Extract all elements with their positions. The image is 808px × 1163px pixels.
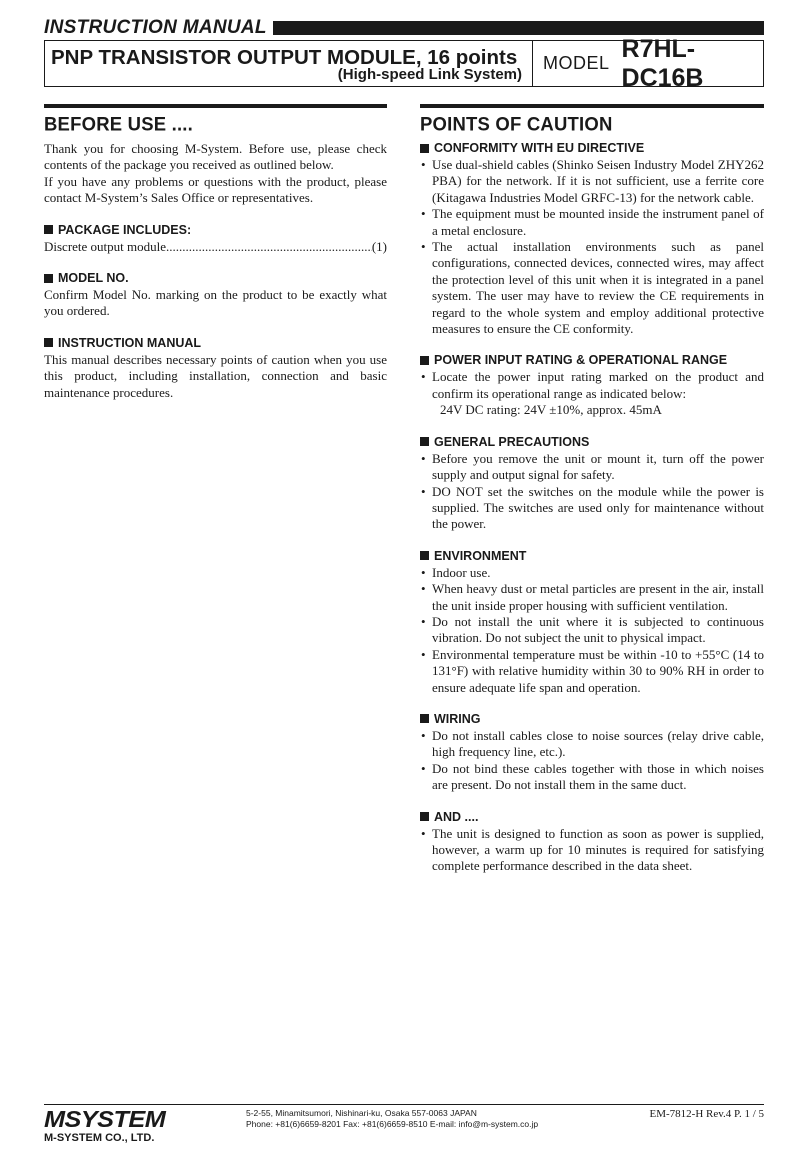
before-use-title: BEFORE USE .... <box>44 112 193 135</box>
list-item: • Indoor use. <box>420 565 764 581</box>
caution-title: POINTS OF CAUTION <box>420 112 613 135</box>
document-reference: EM-7812-H Rev.4 P. 1 / 5 <box>649 1108 764 1120</box>
model-no-heading: MODEL NO. <box>44 271 387 285</box>
square-bullet-icon <box>420 437 429 446</box>
general-heading: GENERAL PRECAUTIONS <box>420 435 764 449</box>
list-item: • The actual installation environments such as panel configurations, connected devices, connected wires, may affect the protection level of this unit when it is integrated in a panel system. The user may have to review the CE requirements in regard to the whole system and employ additional protective measures to ensure the CE conformity. <box>420 239 764 337</box>
instruction-manual-text: This manual describes necessary points of caution when you use this product, including installation, connection and basic maintenance procedures. <box>44 351 387 400</box>
list-item: • Before you remove the unit or mount it, turn off the power supply and output signal for safety. <box>420 451 764 484</box>
header-bar <box>273 21 764 35</box>
company-name: M-SYSTEM CO., LTD. <box>44 1132 155 1144</box>
section-rule <box>420 104 764 108</box>
eu-heading: CONFORMITY WITH EU DIRECTIVE <box>420 141 764 155</box>
eu-list <box>420 157 764 337</box>
instruction-manual-heading: INSTRUCTION MANUAL <box>44 336 387 350</box>
before-use-intro: Thank you for choosing M-System. Before use, please check contents of the package you received as outlined below. <box>44 141 387 173</box>
square-bullet-icon <box>44 338 53 347</box>
square-bullet-icon <box>420 812 429 821</box>
right-column <box>420 104 764 875</box>
manual-label: INSTRUCTION MANUAL <box>44 17 267 38</box>
power-rating: 24V DC rating: 24V ±10%, approx. 45mA <box>440 402 662 418</box>
list-item: • DO NOT set the switches on the module while the power is supplied. The switches are used only for maintenance without the power. <box>420 484 764 533</box>
model-no-text: Confirm Model No. marking on the product to be exactly what you ordered. <box>44 287 387 319</box>
list-item: • Locate the power input rating marked on the product and confirm its operational range as indicated below: <box>420 369 764 402</box>
product-title: PNP TRANSISTOR OUTPUT MODULE, 16 points <box>51 46 518 69</box>
list-item: • Do not bind these cables together with those in which noises are present. Do not install them in the same duct. <box>420 761 764 794</box>
square-bullet-icon <box>44 225 53 234</box>
square-bullet-icon <box>420 356 429 365</box>
power-heading: POWER INPUT RATING & OPERATIONAL RANGE <box>420 353 764 367</box>
list-item: • The unit is designed to function as soon as power is supplied, however, a warm up for 10 minutes is required for satisfying complete performance described in the data sheet. <box>420 826 764 875</box>
company-address: 5-2-55, Minamitsumori, Nishinari-ku, Osaka 557-0063 JAPAN <box>246 1108 477 1118</box>
and-list <box>420 826 764 875</box>
footer-rule <box>44 1104 764 1105</box>
square-bullet-icon <box>420 144 429 153</box>
left-column <box>44 104 387 401</box>
environment-list <box>420 565 764 696</box>
package-item-row <box>44 239 387 255</box>
power-list <box>420 369 764 402</box>
and-heading: AND .... <box>420 810 764 824</box>
wiring-list <box>420 728 764 794</box>
logo-mark: MSYSTEM <box>44 1106 166 1132</box>
package-item: Discrete output module <box>44 238 167 254</box>
square-bullet-icon <box>44 274 53 283</box>
square-bullet-icon <box>420 551 429 560</box>
company-contact: Phone: +81(6)6659-8201 Fax: +81(6)6659-8510 E-mail: info@m-system.co.jp <box>246 1119 539 1129</box>
model-cell <box>533 34 763 92</box>
company-address-block <box>246 1108 538 1130</box>
list-item: • When heavy dust or metal particles are present in the air, install the unit inside proper housing with sufficient ventilation. <box>420 581 764 614</box>
square-bullet-icon <box>420 714 429 723</box>
product-header-box <box>44 34 764 92</box>
company-logo <box>44 1106 166 1144</box>
product-title-cell <box>45 41 533 86</box>
list-item: • Use dual-shield cables (Shinko Seisen Industry Model ZHY262 PBA) for the network. If it is not sufficient, use a ferrite core (Kitagawa Industries Model GRFC-13) for the network cable. <box>420 157 764 206</box>
list-item: • Do not install the unit where it is subjected to continuous vibration. Do not subject the unit to physical impact. <box>420 614 764 647</box>
before-use-intro-2: If you have any problems or questions with the product, please contact M-System’s Sales Office or representatives. <box>44 173 387 206</box>
general-list <box>420 451 764 533</box>
list-item: • The equipment must be mounted inside the instrument panel of a metal enclosure. <box>420 206 764 239</box>
product-subtitle: (High-speed Link System) <box>337 66 522 83</box>
environment-heading: ENVIRONMENT <box>420 549 764 563</box>
model-value: R7HL-DC16B <box>621 34 704 92</box>
section-rule <box>44 104 387 108</box>
list-item: • Environmental temperature must be within -10 to +55°C (14 to 131°F) with relative humidity within 30 to 90% RH in order to ensure adequate life span and operation. <box>420 647 764 696</box>
model-label: MODEL <box>543 53 610 73</box>
dot-leader <box>166 239 372 255</box>
package-heading: PACKAGE INCLUDES: <box>44 223 387 237</box>
list-item: • Do not install cables close to noise sources (relay drive cable, high frequency line, etc.). <box>420 728 764 761</box>
package-qty: (1) <box>371 238 387 254</box>
wiring-heading: WIRING <box>420 712 764 726</box>
